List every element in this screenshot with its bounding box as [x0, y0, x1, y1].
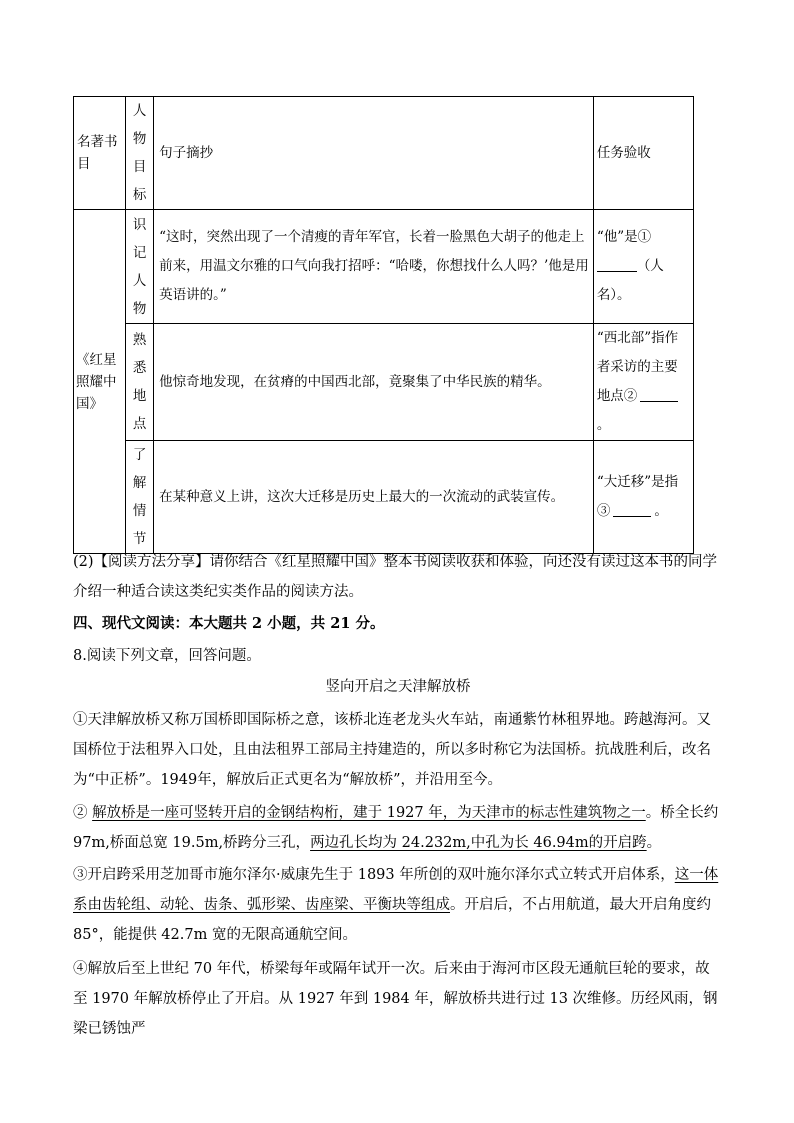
article-title: 竖向开启之天津解放桥 [325, 679, 471, 695]
header-task: 任务验收 [593, 97, 693, 210]
paragraph-2-underline-2: 两边孔长均为 24.232m,中孔为长 46.94m的开启跨 [310, 835, 647, 851]
question-8: 8.阅读下列文章，回答问题。 [73, 648, 261, 664]
reading-task-table [73, 96, 694, 554]
paragraph-2-middle: 。桥全长约 97m,桥面总宽 19.5m,桥跨分三孔， [73, 805, 719, 851]
paragraph-4: ④解放后至上世纪 70 年代，桥梁每年或隔年试开一次。后来由于海河市区段无通航巨轮的要求，故至 1970 年解放桥停止了开启。从 1927 年到 1984 年，解放桥共进行过 13 次维修。历经风雨，钢梁已锈蚀严 [73, 961, 718, 1037]
section-heading: 四、现代文阅读：本大题共 2 小题，共 21 分。 [73, 615, 385, 632]
task-cell [593, 210, 693, 324]
target-cell [126, 324, 154, 441]
paragraph-2-prefix: ② [73, 805, 93, 821]
header-sentence: 句子摘抄 [154, 97, 594, 210]
paragraph-1: ①天津解放桥又称万国桥即国际桥之意，该桥北连老龙头火车站，南通紫竹林租界地。跨越海河。又国桥位于法租界入口处，且由法租界工部局主持建造的，所以多时称它为法国桥。抗战胜利后，改名为“中正桥”。1949年，解放后正式更名为“解放桥”，并沿用至今。 [73, 712, 711, 788]
paragraph-3-underline: 这一体系由齿轮组、动轮、齿条、弧形梁、齿座梁、平衡块等组成 [73, 867, 719, 913]
task-prefix: “大迁移”是指③ [596, 474, 679, 519]
table-row [74, 441, 694, 554]
paragraph-2-underline-1: 解放桥是一座可竖转开启的金钢结构桁，建于 1927 年，为天津市的标志性建筑物之一 [92, 805, 646, 821]
sentence-cell: “这时，突然出现了一个清瘦的青年军官，长着一脸黑色大胡子的他走上前来，用温文尔雅的口气向我打招呼：“哈喽，你想找什么人吗？’他是用英语讲的。” [154, 210, 594, 324]
paragraph-3-lead: ③开启跨采用芝加哥市施尔泽尔·威康先生于 1893 年所创的双叶施尔泽尔式立转式开启体系， [73, 867, 675, 883]
answer-blank-2[interactable] [640, 387, 678, 402]
target-cell [126, 441, 154, 554]
task-suffix: 。 [596, 417, 611, 433]
book-name-cell [74, 210, 126, 554]
target-text: 了解情节 [132, 447, 147, 547]
question-2: (2)【阅读方法分享】请你结合《红星照耀中国》整本书阅读收获和体验，向还没有读过这本书的同学介绍一种适合读这类纪实类作品的阅读方法。 [73, 554, 718, 600]
header-book: 名著书目 [74, 97, 126, 210]
paragraph-3-tail: 。开启后，不占用航道，最大开启角度约 85°，能提供 42.7m 宽的无限高通航空间。 [73, 897, 711, 943]
table-row [74, 210, 694, 324]
paragraph-2 [73, 798, 723, 858]
task-prefix: “西北部”指作者采访的主要地点② [596, 330, 679, 404]
book-name: 《红星照耀中国》 [76, 351, 117, 412]
answer-blank-3[interactable] [613, 502, 651, 517]
paragraph-2-end: 。 [646, 835, 662, 851]
sentence-cell: 在某种意义上讲，这次大迁移是历史上最大的一次流动的武装宣传。 [154, 441, 594, 554]
header-target-text: 人物目标 [132, 103, 147, 203]
target-text: 熟悉地点 [132, 332, 147, 432]
header-target [126, 97, 154, 210]
sentence-cell: 他惊奇地发现，在贫瘠的中国西北部，竟聚集了中华民族的精华。 [154, 324, 594, 441]
task-cell [593, 441, 693, 554]
answer-blank-1[interactable] [597, 257, 637, 272]
target-text: 识记人物 [132, 216, 147, 317]
table-row [74, 324, 694, 441]
task-suffix: （人名）。 [596, 258, 664, 303]
task-suffix: 。 [654, 503, 668, 519]
paragraph-3 [73, 860, 723, 950]
task-prefix: “他”是① [596, 229, 652, 245]
target-cell [126, 210, 154, 324]
table-header-row [74, 97, 694, 210]
task-cell [593, 324, 693, 441]
